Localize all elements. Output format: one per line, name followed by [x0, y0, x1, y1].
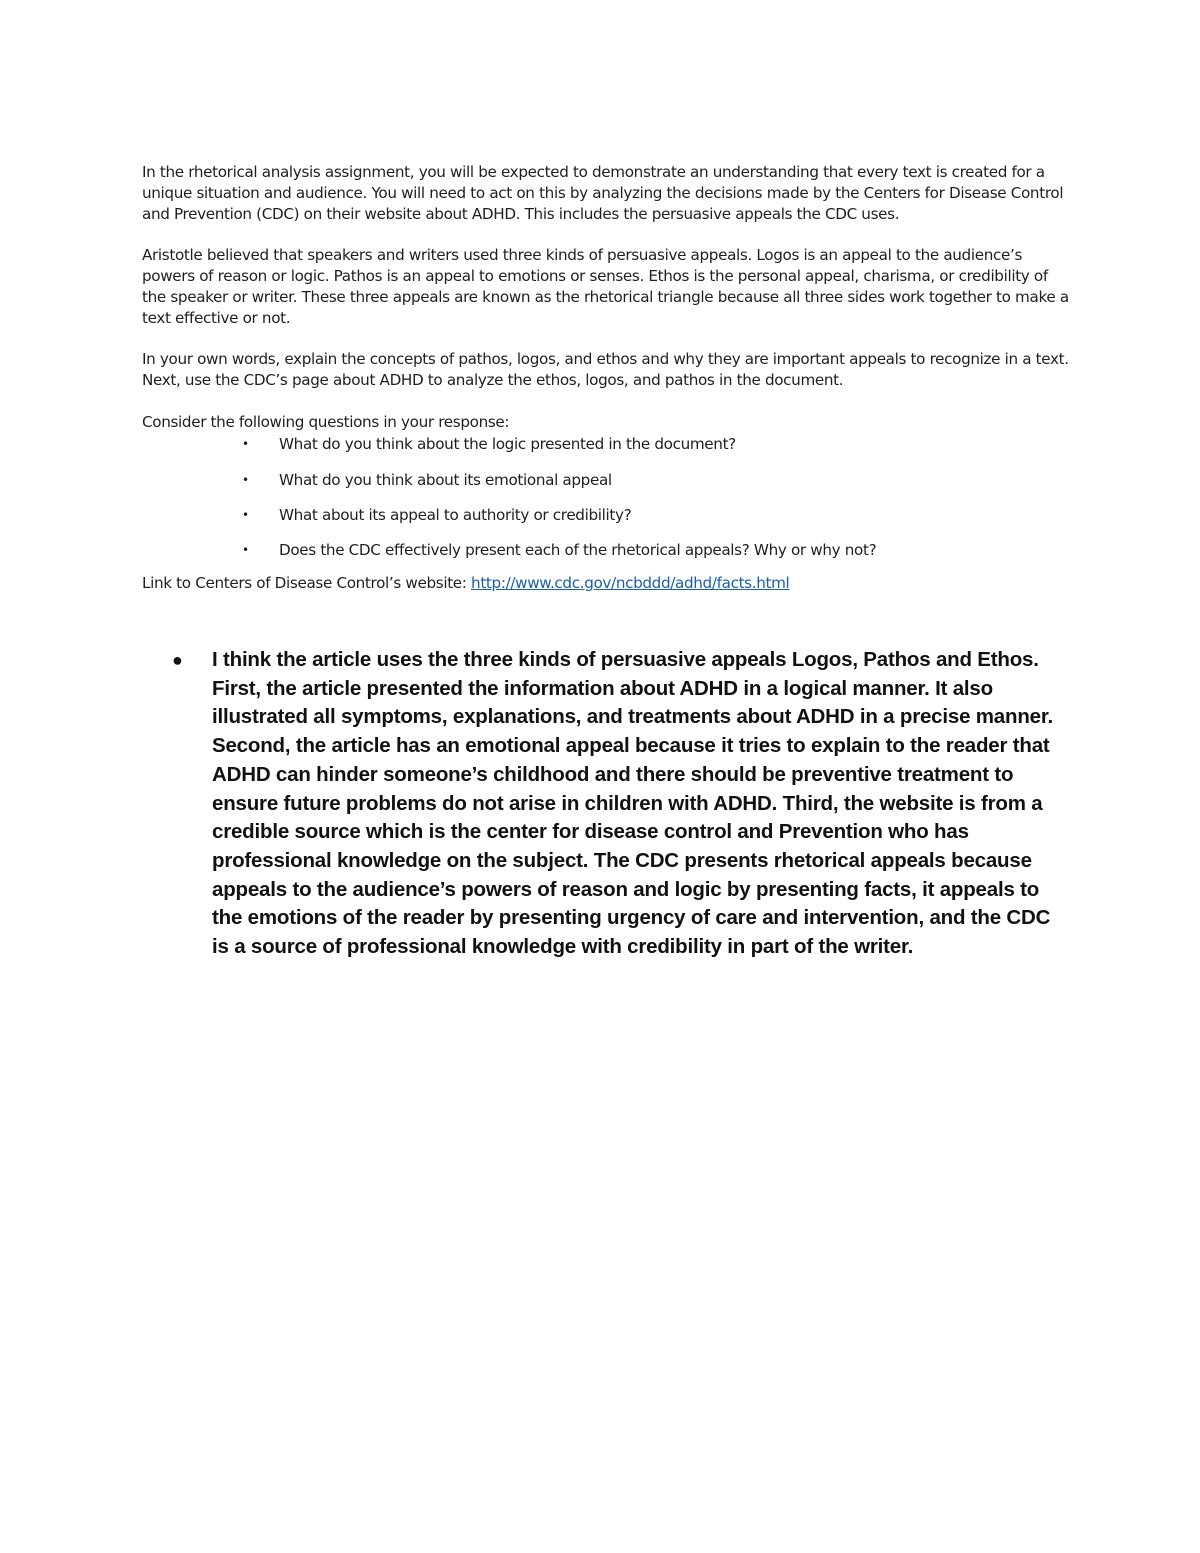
website-link-line [142, 573, 1072, 594]
list-item [142, 468, 1072, 503]
bullet-icon: ● [172, 650, 183, 670]
prompt-paragraph-1: In the rhetorical analysis assignment, you will be expected to demonstrate an understanding that every text is created for a unique situation and audience. You will need to act on this by analyzing the decisions made by the Centers for Disease Control and Prevention (CDC) on their website about ADHD. This includes the persuasive appeals the CDC uses. [142, 163, 1064, 223]
answer-text: I think the article uses the three kinds of persuasive appeals Logos, Pathos and Ethos. First, the article presented the information about ADHD in a logical manner. It also illustrated all symptoms, explanations, and treatments about ADHD in a precise manner. Second, the article has an emotional appeal because it tries to explain to the reader that ADHD can hinder someone’s childhood and there should be preventive treatment to ensure future problems do not arise in children with ADHD. Third, the website is from a credible source which is the center for disease control and Prevention who has professional knowledge on the subject. The CDC presents rhetorical appeals because appeals to the audience’s powers of reason and logic by presenting facts, it appeals to the emotions of the reader by presenting urgency of care and intervention, and the CDC is a source of professional knowledge with credibility in part of the writer. [212, 648, 1053, 959]
prompt-paragraph-3: In your own words, explain the concepts of pathos, logos, and ethos and why they are important appeals to recognize in a text. Next, use the CDC’s page about ADHD to analyze the ethos, logos, and pathos in the document. [142, 350, 1069, 389]
bullet-icon: • [242, 542, 249, 557]
question-text: Does the CDC effectively present each of the rhetorical appeals? Why or why not? [279, 540, 877, 559]
bullet-icon: • [242, 472, 249, 487]
cdc-website-link[interactable]: http://www.cdc.gov/ncbddd/adhd/facts.html [471, 574, 790, 593]
list-item [142, 432, 1072, 467]
list-item [142, 503, 1072, 538]
list-item [142, 538, 1072, 573]
link-label: Link to Centers of Disease Control’s website: [142, 574, 472, 593]
questions-intro: Consider the following questions in your response: [142, 412, 510, 431]
student-answer [172, 646, 1072, 962]
question-text: What do you think about its emotional appeal [279, 470, 612, 489]
prompt-paragraph-2: Aristotle believed that speakers and writers used three kinds of persuasive appeals. Logos is an appeal to the audience’s powers of reason or logic. Pathos is an appeal to emotions or senses. Ethos is the personal appeal, charisma, or credibility of the speaker or writer. These three appeals are known as the rhetorical triangle because all three sides work together to make a text effective or not. [142, 246, 1069, 327]
assignment-prompt [142, 162, 1072, 594]
questions-list [142, 432, 1072, 573]
bullet-icon: • [242, 507, 249, 522]
bullet-icon: • [242, 437, 249, 452]
question-text: What about its appeal to authority or credibility? [279, 505, 632, 524]
question-text: What do you think about the logic presented in the document? [279, 435, 736, 454]
